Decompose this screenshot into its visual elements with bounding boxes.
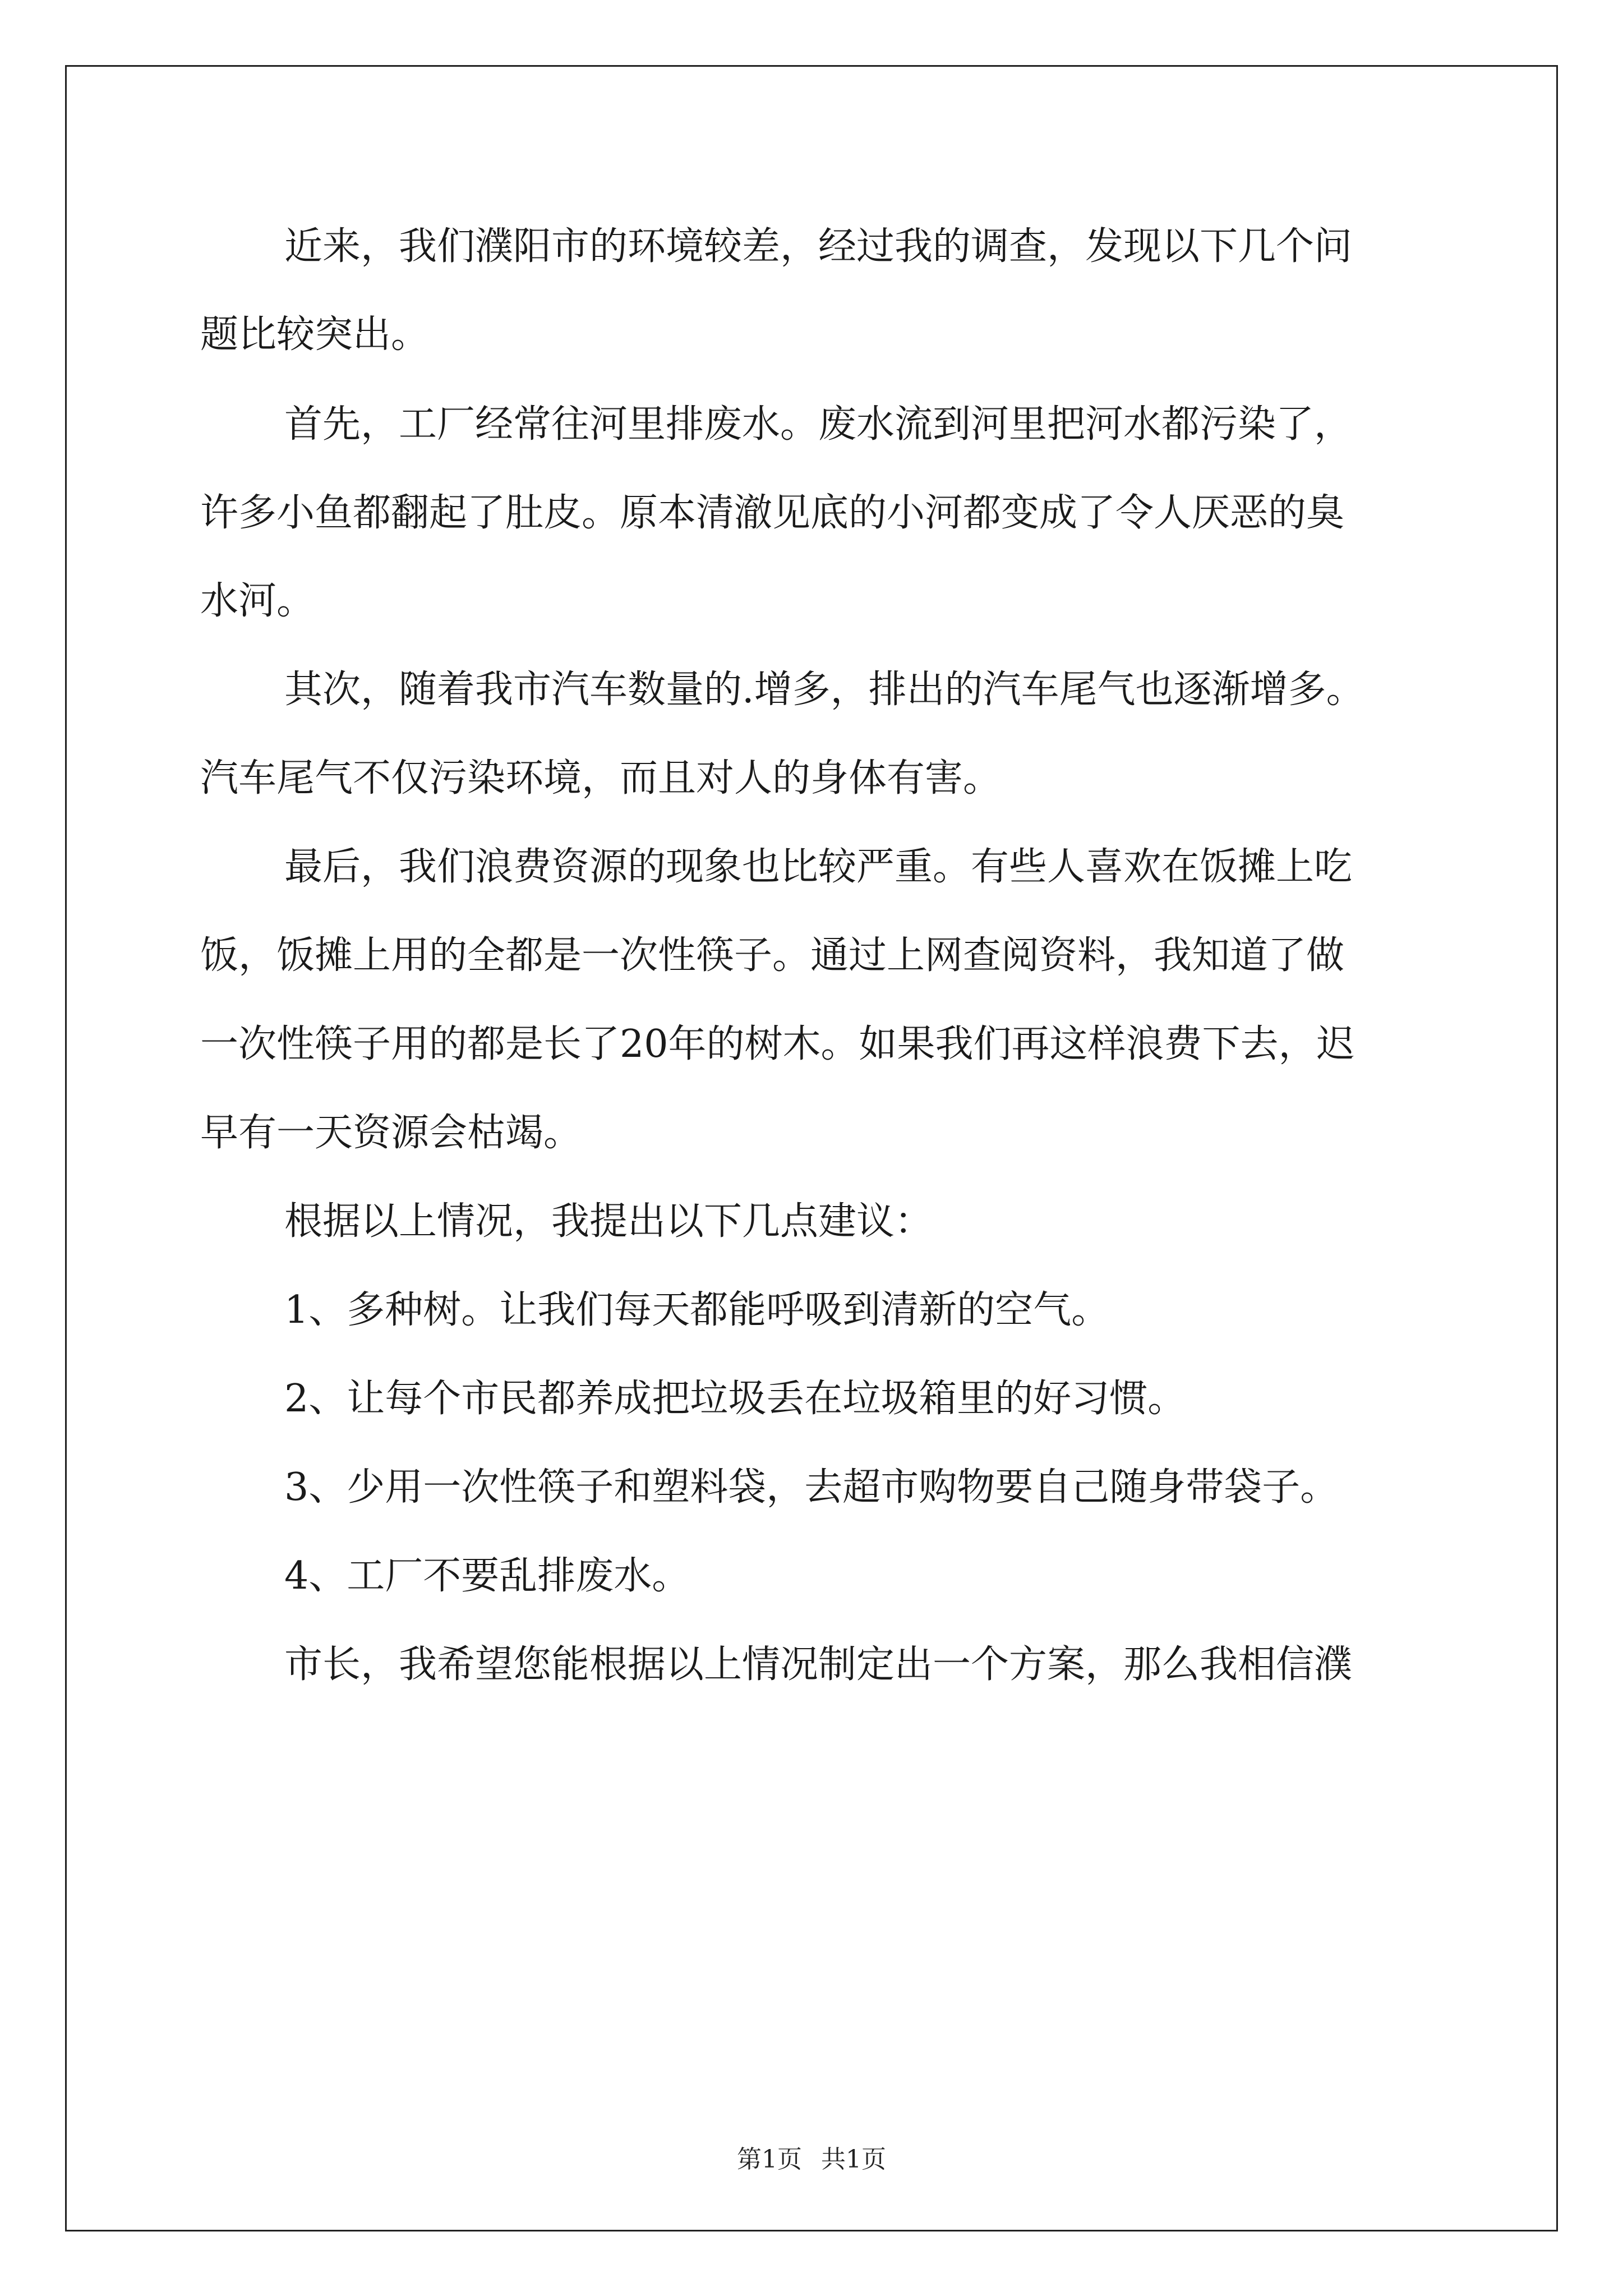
paragraph-line: 其次，随着我市汽车数量的.增多，排出的汽车尾气也逐渐增多。: [284, 668, 1364, 712]
paragraph-line: 许多小鱼都翻起了肚皮。原本清澈见底的小河都变成了令人厌恶的臭: [200, 491, 1345, 535]
paragraph-line: 首先，工厂经常往河里排废水。废水流到河里把河水都污染了，: [284, 402, 1353, 447]
paragraph-line: 水河。: [200, 579, 315, 623]
paragraph-line: 早有一天资源会枯竭。: [200, 1111, 582, 1155]
list-item: 3、少用一次性筷子和塑料袋，去超市购物要自己随身带袋子。: [284, 1465, 1339, 1510]
page-footer: [0, 2143, 1623, 2177]
page-number: 第1页: [737, 2145, 802, 2174]
paragraph-line: 汽车尾气不仅污染环境，而且对人的身体有害。: [200, 756, 1002, 800]
paragraph-line: 根据以上情况，我提出以下几点建议：: [284, 1199, 933, 1244]
paragraph-line: 饭，饭摊上用的全都是一次性筷子。通过上网查阅资料，我知道了做: [200, 933, 1345, 978]
paragraph-line: 一次性筷子用的都是长了20年的树木。如果我们再这样浪费下去，迟: [200, 1022, 1355, 1066]
list-item: 4、工厂不要乱排废水。: [284, 1554, 690, 1598]
list-item: 2、让每个市民都养成把垃圾丢在垃圾箱里的好习惯。: [284, 1377, 1186, 1421]
paragraph-line: 近来，我们濮阳市的环境较差，经过我的调查，发现以下几个问: [284, 224, 1353, 269]
paragraph-line: 最后，我们浪费资源的现象也比较严重。有些人喜欢在饭摊上吃: [284, 845, 1353, 889]
paragraph-line: 市长，我希望您能根据以上情况制定出一个方案，那么我相信濮: [284, 1642, 1353, 1687]
page-total: 共1页: [821, 2145, 886, 2174]
list-item: 1、多种树。让我们每天都能呼吸到清新的空气。: [284, 1288, 1110, 1332]
paragraph-line: 题比较突出。: [200, 312, 430, 357]
